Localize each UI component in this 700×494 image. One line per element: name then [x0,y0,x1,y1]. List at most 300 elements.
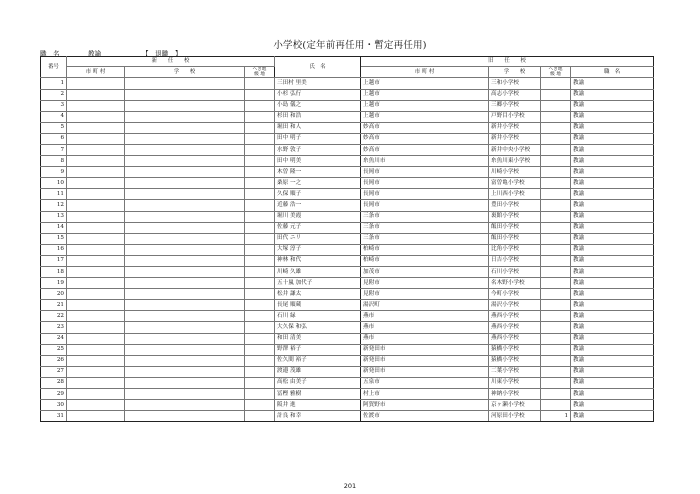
new-school-cell [125,355,245,366]
old-school-cell: 石川小学校 [489,267,541,278]
old-remote-cell [541,78,571,89]
old-remote-cell [541,244,571,255]
old-school-cell: 三郷小学校 [489,100,541,111]
name-cell: 田中 明美 [275,156,361,167]
old-city-cell: 三条市 [361,211,489,222]
old-school-cell: 豊田小学校 [489,200,541,211]
old-city-cell: 妙高市 [361,122,489,133]
old-city-cell: 新発田市 [361,344,489,355]
table-row [41,189,654,200]
name-cell: 和田 清美 [275,333,361,344]
new-city-cell [67,156,125,167]
old-school-cell: 裏館小学校 [489,211,541,222]
table-row [41,366,654,377]
old-city-cell: 三条市 [361,222,489,233]
old-school-cell: 新井小学校 [489,133,541,144]
row-number: 10 [41,178,67,189]
new-city-cell [67,366,125,377]
position-cell: 教諭 [571,377,654,388]
old-city-cell: 三条市 [361,233,489,244]
old-city-cell: 佐渡市 [361,411,489,422]
new-school-cell [125,122,245,133]
old-city-cell: 妙高市 [361,144,489,155]
new-remote-cell [245,100,275,111]
old-school-cell: 今町小学校 [489,289,541,300]
new-school-cell [125,300,245,311]
table-row [41,355,654,366]
new-city-cell [67,389,125,400]
new-school-cell [125,167,245,178]
name-cell: 神林 和代 [275,255,361,266]
old-remote-cell [541,333,571,344]
new-school-cell [125,322,245,333]
header-remote-new: へき地 级 地 [245,67,275,78]
name-cell: 小杉 弘行 [275,89,361,100]
old-city-cell: 燕市 [361,311,489,322]
row-number: 18 [41,267,67,278]
row-number: 27 [41,366,67,377]
row-number: 26 [41,355,67,366]
new-city-cell [67,355,125,366]
new-school-cell [125,222,245,233]
table-row [41,222,654,233]
new-city-cell [67,89,125,100]
new-city-cell [67,78,125,89]
row-number: 20 [41,289,67,300]
old-city-cell: 湯沢町 [361,300,489,311]
new-city-cell [67,411,125,422]
old-city-cell: 上越市 [361,111,489,122]
old-city-cell: 阿賀野市 [361,400,489,411]
row-number: 1 [41,78,67,89]
table-row [41,144,654,155]
new-remote-cell [245,133,275,144]
old-school-cell: 湯沢小学校 [489,300,541,311]
old-school-cell: 新井中央小学校 [489,144,541,155]
old-school-cell: 三和小学校 [489,78,541,89]
name-cell: 近藤 浩一 [275,200,361,211]
name-cell: 桑原 一之 [275,178,361,189]
name-cell: 五十嵐 加代子 [275,278,361,289]
table-row [41,278,654,289]
name-cell: 松井 謙太 [275,289,361,300]
old-city-cell: 加茂市 [361,267,489,278]
new-city-cell [67,133,125,144]
name-cell: 杉田 和浩 [275,111,361,122]
new-school-cell [125,400,245,411]
table-row [41,377,654,388]
position-cell: 教諭 [571,89,654,100]
old-remote-cell: 1 [541,411,571,422]
new-school-cell [125,111,245,122]
position-cell: 教諭 [571,133,654,144]
new-remote-cell [245,200,275,211]
old-remote-cell [541,377,571,388]
table-row [41,178,654,189]
row-number: 19 [41,278,67,289]
old-school-cell: 糸魚川東小学校 [489,156,541,167]
page-number: 201 [343,482,357,490]
new-school-cell [125,278,245,289]
new-remote-cell [245,111,275,122]
row-number: 15 [41,233,67,244]
new-remote-cell [245,333,275,344]
table-row [41,322,654,333]
position-cell: 教諭 [571,122,654,133]
new-remote-cell [245,278,275,289]
position-cell: 教諭 [571,100,654,111]
header-position: 職 名 [571,67,654,78]
new-city-cell [67,333,125,344]
new-school-cell [125,289,245,300]
new-remote-cell [245,144,275,155]
table-row [41,122,654,133]
header-number: 番号 [41,57,67,78]
new-school-cell [125,366,245,377]
position-value: 教諭 [88,50,102,58]
old-city-cell: 村上市 [361,389,489,400]
position-cell: 教諭 [571,267,654,278]
table-row [41,111,654,122]
old-school-cell: 京ヶ瀬小学校 [489,400,541,411]
new-school-cell [125,189,245,200]
old-remote-cell [541,211,571,222]
table-row [41,211,654,222]
position-cell: 教諭 [571,211,654,222]
new-remote-cell [245,366,275,377]
new-remote-cell [245,377,275,388]
new-remote-cell [245,244,275,255]
table-row [41,100,654,111]
name-cell: 田中 明子 [275,133,361,144]
new-remote-cell [245,300,275,311]
new-remote-cell [245,344,275,355]
position-cell: 教諭 [571,322,654,333]
name-cell: 久保 順子 [275,189,361,200]
row-number: 28 [41,377,67,388]
old-remote-cell [541,322,571,333]
position-cell: 教諭 [571,78,654,89]
old-remote-cell [541,289,571,300]
old-remote-cell [541,89,571,100]
new-city-cell [67,322,125,333]
old-school-cell: 日吉小学校 [489,255,541,266]
new-city-cell [67,100,125,111]
old-school-cell: 名木野小学校 [489,278,541,289]
row-number: 5 [41,122,67,133]
new-city-cell [67,344,125,355]
new-remote-cell [245,400,275,411]
new-city-cell [67,144,125,155]
row-number: 14 [41,222,67,233]
name-cell: 野澤 裕子 [275,344,361,355]
header-new-post: 新 任 校 [67,57,275,67]
new-remote-cell [245,411,275,422]
new-city-cell [67,311,125,322]
position-cell: 教諭 [571,289,654,300]
new-city-cell [67,222,125,233]
new-school-cell [125,89,245,100]
new-school-cell [125,411,245,422]
new-city-cell [67,244,125,255]
position-cell: 教諭 [571,411,654,422]
old-school-cell: 神納小学校 [489,389,541,400]
page-title: 小学校(定年前再任用・暫定再任用) [273,40,427,51]
new-remote-cell [245,78,275,89]
old-remote-cell [541,122,571,133]
old-remote-cell [541,167,571,178]
position-cell: 教諭 [571,355,654,366]
row-number: 9 [41,167,67,178]
table-row [41,289,654,300]
position-cell: 教諭 [571,222,654,233]
row-number: 6 [41,133,67,144]
old-city-cell: 上越市 [361,89,489,100]
name-cell: 大塚 淳子 [275,244,361,255]
table-row [41,344,654,355]
row-number: 25 [41,344,67,355]
old-city-cell: 柏崎市 [361,244,489,255]
row-number: 4 [41,111,67,122]
new-school-cell [125,200,245,211]
name-cell: 大久保 和弘 [275,322,361,333]
table-row [41,78,654,89]
row-number: 30 [41,400,67,411]
old-city-cell: 長岡市 [361,189,489,200]
name-cell: 佐久間 裕子 [275,355,361,366]
row-number: 8 [41,156,67,167]
table-row [41,400,654,411]
new-school-cell [125,178,245,189]
old-remote-cell [541,233,571,244]
old-remote-cell [541,100,571,111]
old-city-cell: 長岡市 [361,178,489,189]
new-city-cell [67,377,125,388]
header-name: 氏 名 [275,57,361,78]
old-remote-cell [541,222,571,233]
new-remote-cell [245,211,275,222]
old-city-cell: 新発田市 [361,355,489,366]
old-remote-cell [541,144,571,155]
new-remote-cell [245,267,275,278]
new-city-cell [67,267,125,278]
new-city-cell [67,233,125,244]
new-remote-cell [245,289,275,300]
old-city-cell: 上越市 [361,78,489,89]
personnel-table [40,56,654,422]
old-school-cell: 富曽亀小学校 [489,178,541,189]
table-row [41,311,654,322]
new-city-cell [67,278,125,289]
new-school-cell [125,377,245,388]
row-number: 11 [41,189,67,200]
name-cell: 田代 ニリ [275,233,361,244]
new-city-cell [67,211,125,222]
position-cell: 教諭 [571,167,654,178]
new-remote-cell [245,189,275,200]
name-cell: 川崎 久雄 [275,267,361,278]
old-city-cell: 上越市 [361,100,489,111]
old-remote-cell [541,178,571,189]
old-city-cell: 燕市 [361,333,489,344]
old-school-cell: 上川西小学校 [489,189,541,200]
table-row [41,233,654,244]
new-remote-cell [245,389,275,400]
table-row [41,167,654,178]
old-school-cell: 飯田小学校 [489,233,541,244]
new-city-cell [67,300,125,311]
old-city-cell: 新発田市 [361,366,489,377]
old-remote-cell [541,111,571,122]
new-city-cell [67,178,125,189]
new-school-cell [125,144,245,155]
old-remote-cell [541,366,571,377]
position-cell: 教諭 [571,189,654,200]
new-school-cell [125,311,245,322]
new-remote-cell [245,222,275,233]
old-school-cell: 新井小学校 [489,122,541,133]
position-cell: 教諭 [571,400,654,411]
category-label: 【 退職 】 [142,50,182,58]
table-row [41,267,654,278]
new-city-cell [67,289,125,300]
new-city-cell [67,189,125,200]
old-school-cell: 猿橋小学校 [489,344,541,355]
old-remote-cell [541,389,571,400]
row-number: 7 [41,144,67,155]
new-school-cell [125,244,245,255]
old-city-cell: 燕市 [361,322,489,333]
position-cell: 教諭 [571,233,654,244]
new-school-cell [125,100,245,111]
old-remote-cell [541,156,571,167]
position-cell: 教諭 [571,156,654,167]
new-school-cell [125,267,245,278]
table-row [41,156,654,167]
new-school-cell [125,133,245,144]
old-school-cell: 戸野目小学校 [489,111,541,122]
old-city-cell: 糸魚川市 [361,156,489,167]
table-row [41,244,654,255]
name-cell: 長尾 順蔵 [275,300,361,311]
row-number: 16 [41,244,67,255]
new-school-cell [125,344,245,355]
position-cell: 教諭 [571,311,654,322]
position-cell: 教諭 [571,389,654,400]
header-remote-old: へき地 级 地 [541,67,571,78]
old-remote-cell [541,200,571,211]
old-remote-cell [541,344,571,355]
row-number: 29 [41,389,67,400]
position-cell: 教諭 [571,278,654,289]
name-cell: 冨樫 雅樹 [275,389,361,400]
old-school-cell: 比角小学校 [489,244,541,255]
row-number: 22 [41,311,67,322]
table-row [41,255,654,266]
row-number: 24 [41,333,67,344]
header-old-post: 旧 任 校 [361,57,654,67]
new-school-cell [125,156,245,167]
old-school-cell: 燕西小学校 [489,333,541,344]
new-city-cell [67,122,125,133]
new-city-cell [67,167,125,178]
new-city-cell [67,255,125,266]
old-city-cell: 長岡市 [361,167,489,178]
new-remote-cell [245,156,275,167]
old-city-cell: 長岡市 [361,200,489,211]
row-number: 13 [41,211,67,222]
table-row [41,300,654,311]
new-school-cell [125,255,245,266]
new-remote-cell [245,355,275,366]
old-remote-cell [541,267,571,278]
name-cell: 計良 和幸 [275,411,361,422]
position-cell: 教諭 [571,255,654,266]
old-school-cell: 河原田小学校 [489,411,541,422]
name-cell: 堀田 和人 [275,122,361,133]
name-cell: 佐藤 元子 [275,222,361,233]
new-remote-cell [245,322,275,333]
position-cell: 教諭 [571,178,654,189]
old-remote-cell [541,278,571,289]
row-number: 31 [41,411,67,422]
old-city-cell: 妙高市 [361,133,489,144]
old-city-cell: 見附市 [361,289,489,300]
header-school-new: 学 校 [125,67,245,78]
name-cell: 三田村 里美 [275,78,361,89]
new-city-cell [67,400,125,411]
position-cell: 教諭 [571,200,654,211]
new-remote-cell [245,122,275,133]
old-remote-cell [541,400,571,411]
new-school-cell [125,333,245,344]
table-row [41,89,654,100]
new-city-cell [67,111,125,122]
new-city-cell [67,200,125,211]
position-cell: 教諭 [571,344,654,355]
old-school-cell: 川東小学校 [489,377,541,388]
table-row [41,389,654,400]
name-cell: 阪井 進 [275,400,361,411]
name-cell: 木曽 隆一 [275,167,361,178]
name-cell: 堀川 美霞 [275,211,361,222]
old-remote-cell [541,355,571,366]
new-remote-cell [245,233,275,244]
old-remote-cell [541,133,571,144]
position-cell: 教諭 [571,244,654,255]
old-school-cell: 二葉小学校 [489,366,541,377]
table-row [41,133,654,144]
new-school-cell [125,233,245,244]
old-remote-cell [541,311,571,322]
old-city-cell: 見附市 [361,278,489,289]
position-label: 職 名 [40,50,60,58]
position-cell: 教諭 [571,366,654,377]
old-remote-cell [541,255,571,266]
old-city-cell: 五泉市 [361,377,489,388]
header-city-old: 市 町 村 [361,67,489,78]
name-cell: 渡邉 茂雄 [275,366,361,377]
old-school-cell: 猿橋小学校 [489,355,541,366]
row-number: 3 [41,100,67,111]
old-school-cell: 高志小学校 [489,89,541,100]
new-remote-cell [245,167,275,178]
old-city-cell: 柏崎市 [361,255,489,266]
new-remote-cell [245,178,275,189]
table-row [41,411,654,422]
position-cell: 教諭 [571,111,654,122]
table-row [41,333,654,344]
